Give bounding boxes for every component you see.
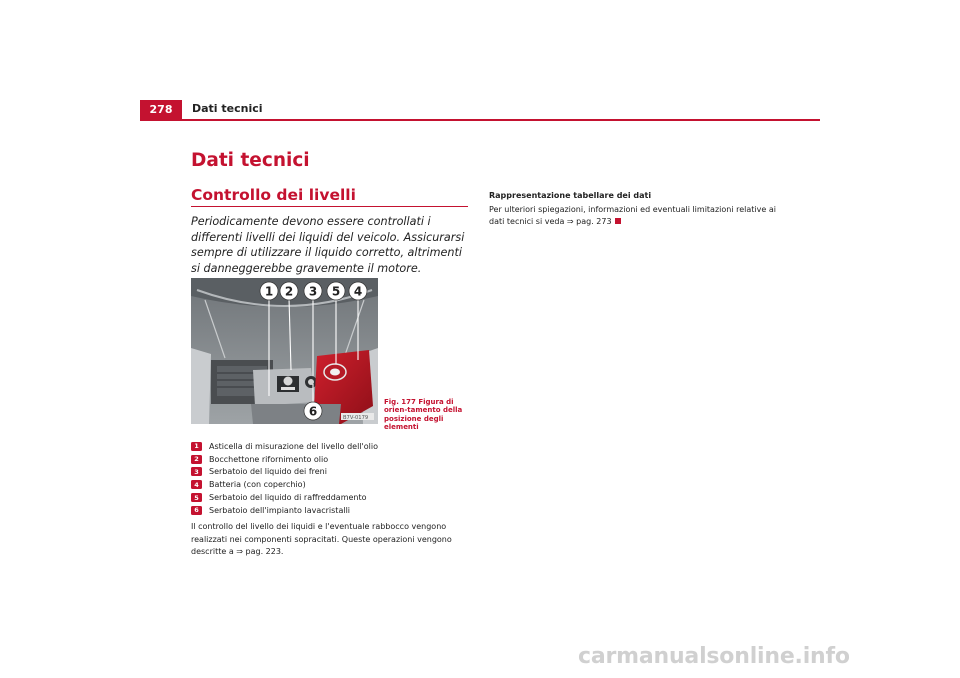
legend-list (191, 440, 476, 517)
legend-badge: 2 (191, 455, 202, 464)
legend-badge: 6 (191, 506, 202, 515)
right-column-heading: Rappresentazione tabellare dei dati (489, 191, 652, 200)
callout-5: 5 (331, 284, 341, 299)
legend-item (191, 491, 476, 504)
watermark: carmanualsonline.info (578, 644, 850, 669)
legend-text: Serbatoio del liquido di raffreddamento (209, 493, 367, 503)
right-column-paragraph (489, 204, 779, 229)
callout-6: 6 (308, 404, 318, 419)
legend-badge: 1 (191, 442, 202, 451)
callout-4: 4 (353, 284, 363, 299)
legend-item (191, 440, 476, 453)
callout-2: 2 (284, 284, 294, 299)
section-title: Controllo dei livelli (191, 186, 356, 204)
legend-text: Batteria (con coperchio) (209, 480, 306, 490)
engine-bay-figure (191, 278, 378, 424)
end-of-section-icon (615, 218, 621, 224)
header-rule (140, 119, 820, 121)
legend-text: Asticella di misurazione del livello dell'olio (209, 441, 378, 451)
callout-3: 3 (308, 284, 318, 299)
legend-item (191, 453, 476, 466)
page-number: 278 (140, 100, 182, 119)
callout-1: 1 (264, 284, 274, 299)
running-header-title: Dati tecnici (192, 102, 263, 115)
legend-badge: 3 (191, 467, 202, 476)
body-paragraph: Il controllo del livello dei liquidi e l'eventuale rabbocco vengono realizzati nei componenti sopracitati. Queste operazioni vengono descritte a ⇒ pag. 223. (191, 522, 452, 557)
intro-text: Periodicamente devono essere controllati i differenti livelli dei liquidi del veicolo. Assicurarsi sempre di utilizzare il liquido corretto, altrimenti si danneggerebbe gravemente il motore. (191, 215, 465, 275)
engine-bay-illustration (191, 278, 378, 424)
legend-item (191, 466, 476, 479)
legend-badge: 4 (191, 480, 202, 489)
legend-text: Serbatoio dell'impianto lavacristalli (209, 505, 351, 515)
right-column-text: Per ulteriori spiegazioni, informazioni ed eventuali limitazioni relative ai dati tecnici si veda ⇒ pag. 273 (489, 205, 776, 227)
section-rule (191, 206, 468, 207)
legend-item (191, 478, 476, 491)
figure-caption: Fig. 177 Figura di orien-tamento della posizione degli elementi (384, 398, 463, 432)
legend-text: Serbatoio del liquido dei freni (209, 467, 327, 477)
legend-badge: 5 (191, 493, 202, 502)
legend-text: Bocchettone rifornimento olio (209, 454, 329, 464)
figure-code: B7V-0179 (343, 415, 369, 421)
legend-item (191, 504, 476, 517)
chapter-title: Dati tecnici (191, 150, 310, 171)
